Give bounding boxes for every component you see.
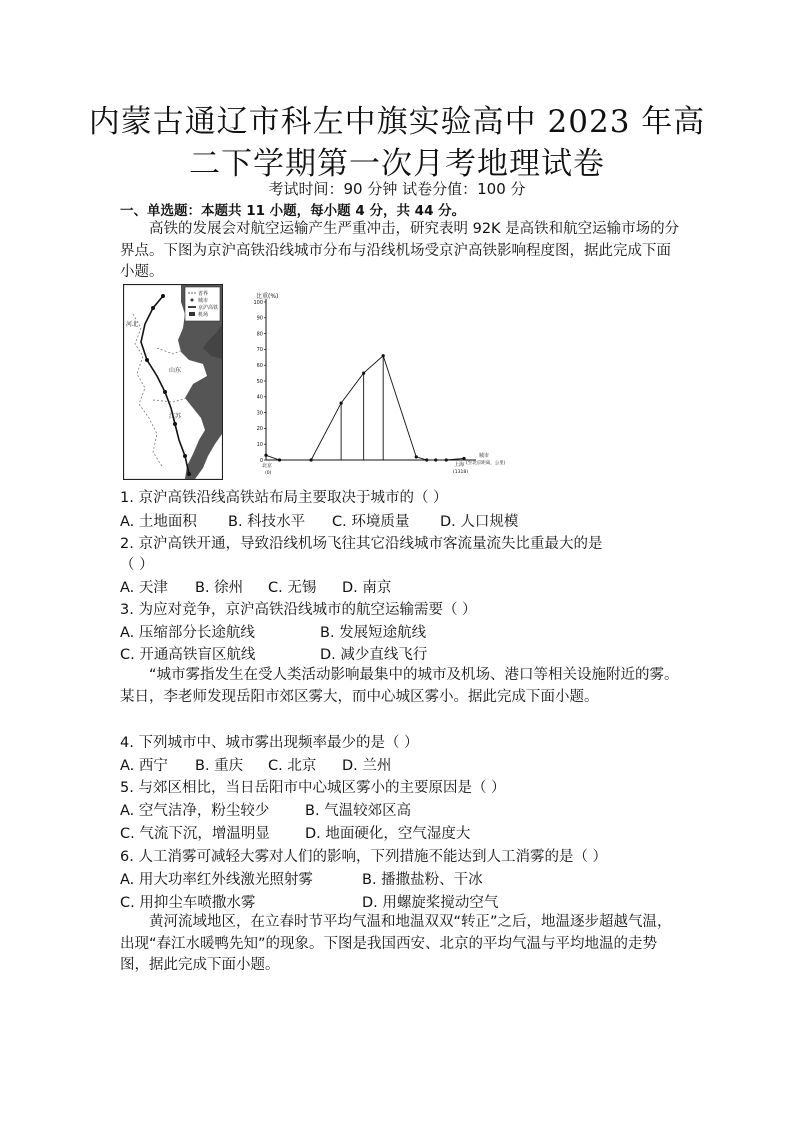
q4-option-b: B. 重庆 [195,758,244,774]
chart-data-point [445,458,448,461]
q4-option-c: C. 北京 [268,758,317,774]
q6-option-b: B. 播撒盐粉、干冰 [362,872,483,888]
chart-data-point [462,457,465,460]
q5-option-c: C. 气流下沉，增温明显 [120,826,270,842]
chart-data-point [434,458,437,461]
exam-meta: 考试时间：90 分钟 试卷分值：100 分 [268,180,526,198]
q2-option-b: B. 徐州 [195,580,244,596]
chart-y-tick-label: 0 [259,457,263,464]
airport-impact-chart [246,290,512,476]
q5-option-a: A. 空气洁净，粉尘较少 [120,803,270,819]
chart-x-start-sub: (0) [265,471,272,476]
q6-option-d: D. 用螺旋桨搅动空气 [362,895,499,911]
chart-data-point [278,458,281,461]
map-legend-city: 城市 [198,298,209,304]
map-legend-boundary: 省界 [198,291,209,297]
rail-map [123,284,223,480]
chart-series-line [266,356,464,460]
chart-x-label: 城市 [479,453,490,459]
q5-option-d: D. 地面硬化，空气湿度大 [305,826,471,842]
chart-data-point [264,454,267,457]
section-heading: 一、单选题：本题共 11 小题，每小题 4 分，共 44 分。 [120,203,466,219]
q1-option-a: A. 土地面积 [120,514,197,530]
chart-y-tick-label: 50 [256,378,263,385]
chart-y-tick-label: 70 [256,347,263,354]
q2-stem: 2. 京沪高铁开通，导致沿线机场飞往其它沿线城市客流量流失比重最大的是 [120,536,603,552]
q1-option-b: B. 科技水平 [228,514,306,530]
chart-x-end-label: 上海 [454,462,465,468]
chart-x-start-label: 北京 [262,463,273,469]
intro-paragraph-2: “城市雾指发生在受人类活动影响最集中的城市及机场、港口等相关设施附近的雾。某日，李老师发现岳阳市郊区雾大，而中心城区雾小。据此完成下面小题。 [120,667,679,705]
chart-y-tick-label: 20 [256,426,263,433]
q1-option-d: D. 人口规模 [440,514,519,530]
q1-stem: 1. 京沪高铁沿线高铁站布局主要取决于城市的（ ） [120,490,448,506]
chart-y-tick-label: 100 [253,299,263,306]
q4-stem: 4. 下列城市中、城市雾出现频率最少的是（ ） [120,735,419,751]
q3-stem: 3. 为应对竞争，京沪高铁沿线城市的航空运输需要（ ） [120,602,477,618]
chart-y-tick-label: 30 [256,410,263,417]
q4-option-a: A. 西宁 [120,758,168,774]
chart-y-tick-label: 80 [256,331,263,338]
chart-y-tick-label: 10 [256,442,263,448]
q3-option-b: B. 发展短途航线 [320,625,427,641]
exam-title-line1: 内蒙古通辽市科左中旗实验高中 2023 年高 [88,104,706,140]
chart-data-point [309,458,312,461]
intro-paragraph-1: 高铁的发展会对航空运输产生严重冲击，研究表明 92K 是高铁和航空运输市场的分界点。下图为京沪高铁沿线城市分布与沿线机场受京沪高铁影响程度图，据此完成下面小题。 [120,221,680,280]
chart-x-end-sub: (1318) [453,470,468,475]
q2-stem-cont: （ ） [120,557,154,573]
chart-y-tick-label: 90 [256,315,263,322]
q2-option-a: A. 天津 [120,580,168,596]
intro-paragraph-3: 黄河流域地区，在立春时节平均气温和地温双双“转正”之后，地温逐步超越气温，出现“春江水暖鸭先知”的现象。下图是我国西安、北京的平均气温与平均地温的走势图，据此完成下面小题。 [120,914,672,973]
q1-option-c: C. 环境质量 [332,514,410,530]
q4-option-d: D. 兰州 [342,758,392,774]
airport-impact-chart-figure [246,290,512,480]
chart-x-label-sub: (至北京距离，公里) [466,461,506,466]
rail-map-figure [123,284,223,484]
map-label-shandong: 山东 [169,367,182,374]
chart-data-point [362,372,365,375]
chart-data-point [425,458,428,461]
chart-y-label: 比重(%) [256,293,279,300]
exam-title-line2: 二下学期第一次月考地理试卷 [189,146,605,182]
map-legend-airport: 机场 [198,312,209,318]
chart-y-tick-label: 60 [256,363,263,369]
q5-option-b: B. 气温较郊区高 [305,803,412,819]
q6-stem: 6. 人工消雾可减轻大雾对人们的影响，下列措施不能达到人工消雾的是（ ） [120,849,608,865]
q6-option-c: C. 用抑尘车喷撒水雾 [120,895,256,911]
q3-option-a: A. 压缩部分长途航线 [120,625,255,641]
chart-data-point [382,354,385,357]
q5-stem: 5. 与郊区相比，当日岳阳市中心城区雾小的主要原因是（ ） [120,780,506,796]
map-legend-railway: 京沪高铁 [198,305,219,311]
q6-option-a: A. 用大功率红外线激光照射雾 [120,872,313,888]
map-label-hebei: 河北 [126,321,139,328]
chart-y-tick-label: 40 [256,394,263,401]
q3-option-d: D. 减少直线飞行 [320,647,428,663]
q3-option-c: C. 开通高铁盲区航线 [120,647,256,663]
q2-option-d: D. 南京 [342,580,392,596]
chart-data-point [415,455,418,458]
q2-option-c: C. 无锡 [268,580,317,596]
map-label-jiangsu: 江苏 [169,413,182,420]
chart-data-point [340,402,343,405]
